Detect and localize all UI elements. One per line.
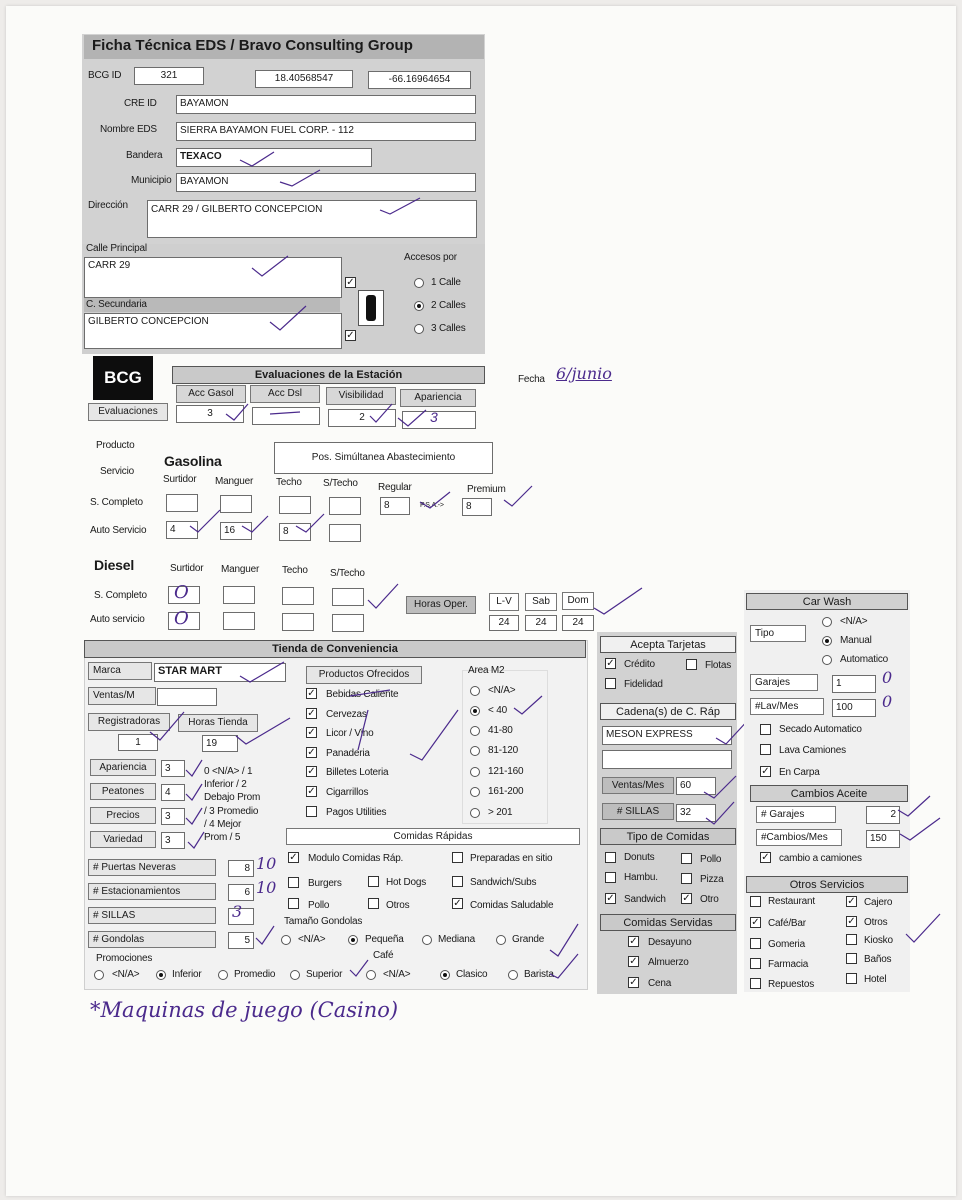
municipio-field[interactable]: BAYAMON (176, 173, 476, 192)
fidelidad-checkbox[interactable] (605, 678, 616, 689)
tamano-gondolas-label: Tamaño Gondolas (284, 916, 363, 927)
calle-secundaria-field[interactable]: GILBERTO CONCEPCION (84, 313, 342, 349)
puertas-neveras-handwritten: 10 (256, 854, 277, 873)
promo-inferior-radio[interactable] (156, 970, 166, 980)
almuerzo-label: Almuerzo (648, 957, 689, 968)
diesel-sc-manguer[interactable] (223, 586, 255, 604)
bebidas-checkbox[interactable]: ✓ (307, 688, 316, 699)
eval-col-acc-dsl: Acc Dsl (250, 385, 320, 403)
hot-dogs-checkbox[interactable] (368, 876, 379, 887)
diesel-col-techo: Techo (282, 565, 308, 576)
calle-principal-field[interactable]: CARR 29 (84, 257, 342, 298)
bebidas-label: Bebidas Caliente (326, 689, 399, 700)
area-161-200-radio[interactable] (470, 787, 480, 797)
cafe-bar-checkbox[interactable]: ✓ (751, 917, 760, 928)
evaluaciones-button[interactable]: Evaluaciones (88, 403, 168, 421)
licor-label: Licor / Vino (326, 728, 374, 739)
comidas-rapidas-title: Comidas Rápidas (286, 828, 580, 845)
cafe-barista-label: Barista (524, 969, 554, 980)
pollo-checkbox[interactable] (288, 898, 299, 909)
carwash-na-radio[interactable] (822, 617, 832, 627)
garajes-field[interactable]: 1 (832, 675, 876, 693)
gomeria-label: Gomeria (768, 939, 805, 950)
restaurant-checkbox[interactable] (750, 896, 761, 907)
calle-secundaria-label: C. Secundaria (86, 299, 147, 310)
pizza-checkbox[interactable] (681, 873, 692, 884)
otros-comidas-checkbox[interactable] (368, 898, 379, 909)
accesos-label: Accesos por (404, 252, 457, 263)
sandwich-subs-label: Sandwich/Subs (470, 877, 537, 888)
legend-line-5: / 4 Mejor (204, 819, 242, 830)
area-41-80-label: 41-80 (488, 725, 513, 736)
accesos-3-label: 3 Calles (431, 323, 466, 334)
page-title: Ficha Técnica EDS / Bravo Consulting Group (84, 35, 484, 59)
peatones-field[interactable]: 4 (161, 784, 185, 801)
carwash-automatico-radio[interactable] (822, 655, 832, 665)
handwritten-comidas-marks (340, 910, 590, 980)
panaderia-checkbox[interactable]: ✓ (307, 747, 316, 758)
producto-label: Producto (96, 440, 135, 451)
pagos-utilities-checkbox[interactable] (306, 806, 317, 817)
cambio-camiones-checkbox[interactable]: ✓ (761, 852, 770, 863)
fecha-handwritten: 6/junio (556, 364, 612, 383)
tipo-comidas-title: Tipo de Comidas (600, 828, 736, 845)
handwritten-horas-mark (590, 580, 650, 620)
evaluaciones-title: Evaluaciones de la Estación (172, 366, 485, 384)
flotas-label: Flotas (705, 660, 732, 671)
diesel-row-autoservicio: Auto servicio (90, 614, 145, 625)
area-81-120-radio[interactable] (470, 746, 480, 756)
modulo-comidas-label: Modulo Comidas Ráp. (308, 853, 404, 864)
registradoras-field[interactable]: 1 (118, 734, 158, 751)
premium-field[interactable]: 8 (462, 498, 492, 516)
cafe-clasico-label: Clasico (456, 969, 488, 980)
peatones-label: Peatones (90, 783, 156, 800)
promo-superior-label: Superior (306, 969, 343, 980)
farmacia-label: Farmacia (768, 959, 809, 970)
handwritten-productos-marks (330, 680, 470, 770)
handwritten-tienda-marks (140, 650, 300, 760)
cafe-label: Café (373, 950, 394, 961)
lava-camiones-label: Lava Camiones (779, 745, 846, 756)
bcg-id-field[interactable]: 321 (134, 67, 204, 85)
otros-comidas-label: Otros (386, 900, 410, 911)
gondolas-label: # Gondolas (88, 931, 216, 948)
bandera-label: Bandera (126, 150, 163, 161)
tipo-pollo-checkbox[interactable] (681, 853, 692, 864)
cre-id-field[interactable]: BAYAMON (176, 95, 476, 114)
estacionamientos-field[interactable]: 6 (228, 884, 254, 901)
handwritten-otros-mark (900, 910, 950, 950)
eval-visibilidad-value[interactable]: 2 (328, 409, 396, 427)
licor-checkbox[interactable]: ✓ (307, 727, 316, 738)
credito-checkbox[interactable]: ✓ (606, 658, 615, 669)
gondolas-field[interactable]: 5 (228, 932, 254, 949)
cambios-mes-field[interactable]: 150 (866, 830, 900, 848)
handwritten-rating-marks (176, 756, 236, 856)
gas-col-surtidor: Surtidor (163, 474, 197, 485)
lav-mes-label: #Lav/Mes (750, 698, 824, 715)
diesel-col-stecho: S/Techo (330, 568, 365, 579)
calle-principal-checkbox[interactable]: ✓ (346, 277, 355, 288)
horas-lv-label: L-V (489, 593, 519, 611)
estacionamientos-handwritten: 10 (256, 878, 277, 897)
garajes-handwritten: 0 (882, 668, 893, 687)
hot-dogs-label: Hot Dogs (386, 877, 427, 888)
cigarrillos-checkbox[interactable]: ✓ (307, 786, 316, 797)
kiosko-label: Kiosko (864, 935, 893, 946)
donuts-checkbox[interactable] (605, 852, 616, 863)
gas-as-techo[interactable]: 8 (279, 523, 311, 541)
fecha-label: Fecha (518, 374, 545, 385)
svg-text:3: 3 (430, 409, 438, 425)
area-gt201-radio[interactable] (470, 808, 480, 818)
hambu-label: Hambu. (624, 872, 658, 883)
eval-col-apariencia: Apariencia (400, 389, 476, 407)
gas-as-manguer[interactable]: 16 (220, 522, 252, 540)
marca-field[interactable]: STAR MART (154, 663, 286, 682)
restaurant-label: Restaurant (768, 896, 815, 907)
gas-row-scompleto: S. Completo (90, 497, 143, 508)
eval-acc-gasol-value[interactable]: 3 (176, 405, 244, 423)
area-gt201-label: > 201 (488, 807, 513, 818)
kiosko-checkbox[interactable] (846, 934, 857, 945)
area-121-160-radio[interactable] (470, 767, 480, 777)
cigarrillos-label: Cigarrillos (326, 787, 369, 798)
promo-na-label: <N/A> (112, 969, 140, 980)
puertas-neveras-field[interactable]: 8 (228, 860, 254, 877)
cena-label: Cena (648, 978, 672, 989)
aceite-garajes-label: # Garajes (756, 806, 836, 823)
promociones-label: Promociones (96, 953, 153, 964)
gomeria-checkbox[interactable] (750, 938, 761, 949)
accesos-1-label: 1 Calle (431, 277, 461, 288)
car-wash-tipo-label: Tipo (750, 625, 806, 642)
eval-col-visibilidad: Visibilidad (326, 387, 396, 405)
cre-id-label: CRE ID (124, 98, 157, 109)
fidelidad-label: Fidelidad (624, 679, 663, 690)
modulo-comidas-checkbox[interactable]: ✓ (289, 852, 298, 863)
tipo-otro-label: Otro (700, 894, 719, 905)
handwritten-note: *Maquinas de juego (Casino) (90, 998, 399, 1022)
horas-tienda-label: Horas Tienda (178, 714, 258, 732)
accesos-1-radio[interactable] (414, 278, 424, 288)
regular-label: Regular (378, 482, 412, 493)
en-carpa-label: En Carpa (779, 767, 820, 778)
area-41-80-radio[interactable] (470, 726, 480, 736)
cadena-field-1[interactable]: MESON EXPRESS (602, 726, 732, 745)
legend-line-4: / 3 Promedio (204, 806, 259, 817)
car-wash-title: Car Wash (746, 593, 908, 610)
productos-title: Productos Ofrecidos (306, 666, 422, 684)
cambio-camiones-label: cambio a camiones (779, 853, 862, 864)
ventas-m-label: Ventas/M (88, 687, 156, 705)
sillas-label: # SILLAS (88, 907, 216, 924)
donuts-label: Donuts (624, 852, 655, 863)
gas-col-stecho: S/Techo (323, 478, 358, 489)
handwritten-eval-marks (220, 390, 480, 430)
psa-label: P.S.A.-> (420, 502, 444, 509)
handwritten-checks-top (230, 140, 460, 220)
diesel-sc-techo[interactable] (282, 587, 314, 605)
gondola-pequena-label: Pequeña (365, 934, 404, 945)
area-lt40-radio[interactable] (470, 706, 480, 716)
legend-line-1: 0 <N/A> / 1 (204, 766, 253, 777)
burgers-checkbox[interactable] (288, 877, 299, 888)
precios-label: Precios (90, 807, 156, 824)
panaderia-label: Panaderia (326, 748, 370, 759)
gondola-grande-label: Grande (512, 934, 545, 945)
horas-dom-field[interactable]: 24 (562, 615, 594, 631)
longitude-field[interactable]: -66.16964654 (368, 71, 471, 89)
eval-col-acc-gasol: Acc Gasol (176, 385, 246, 403)
accesos-3-radio[interactable] (414, 324, 424, 334)
handwritten-gas-marks (180, 480, 540, 550)
hotel-label: Hotel (864, 974, 887, 985)
diesel-as-techo[interactable] (282, 613, 314, 631)
tipo-sandwich-checkbox[interactable]: ✓ (606, 893, 615, 904)
traffic-light-icon (358, 290, 384, 326)
banos-checkbox[interactable] (846, 953, 857, 964)
legend-line-6: Prom / 5 (204, 832, 241, 843)
nombre-eds-label: Nombre EDS (100, 124, 157, 135)
gas-row-autoservicio: Auto Servicio (90, 525, 147, 536)
area-161-200-label: 161-200 (488, 786, 524, 797)
tipo-pollo-label: Pollo (700, 854, 722, 865)
handwritten-checks-streets (240, 250, 350, 340)
cervezas-checkbox[interactable]: ✓ (307, 708, 316, 719)
billetes-checkbox[interactable]: ✓ (307, 766, 316, 777)
area-na-radio[interactable] (470, 686, 480, 696)
promo-na-radio[interactable] (94, 970, 104, 980)
area-81-120-label: 81-120 (488, 745, 518, 756)
hotel-checkbox[interactable] (846, 973, 857, 984)
credito-label: Crédito (624, 659, 655, 670)
diesel-title: Diesel (94, 557, 135, 573)
aceite-garajes-field[interactable]: 2 (866, 806, 900, 824)
horas-sab-label: Sab (525, 593, 557, 611)
promo-promedio-label: Promedio (234, 969, 276, 980)
repuestos-checkbox[interactable] (750, 978, 761, 989)
horas-oper-label: Horas Oper. (406, 596, 476, 614)
pollo-label: Pollo (308, 900, 330, 911)
otros-serv-label: Otros (864, 917, 888, 928)
registradoras-label: Registradoras (88, 713, 170, 731)
banos-label: Baños (864, 954, 892, 965)
diesel-as-manguer[interactable] (223, 612, 255, 630)
burgers-label: Burgers (308, 878, 342, 889)
lav-mes-field[interactable]: 100 (832, 699, 876, 717)
gondola-mediana-label: Mediana (438, 934, 475, 945)
horas-tienda-field[interactable]: 19 (202, 735, 238, 752)
secado-label: Secado Automatico (779, 724, 862, 735)
cena-checkbox[interactable]: ✓ (629, 977, 638, 988)
carwash-na-label: <N/A> (840, 616, 868, 627)
precios-field[interactable]: 3 (161, 808, 185, 825)
gondola-na-radio[interactable] (281, 935, 291, 945)
legend-line-2: Inferior / 2 (204, 779, 247, 790)
tipo-otro-checkbox[interactable]: ✓ (682, 893, 691, 904)
comidas-saludable-checkbox[interactable]: ✓ (453, 898, 462, 909)
pos-simultanea-box: Pos. Simúltanea Abastecimiento (274, 442, 493, 474)
farmacia-checkbox[interactable] (750, 958, 761, 969)
accesos-2-label: 2 Calles (431, 300, 466, 311)
lava-camiones-checkbox[interactable] (760, 744, 771, 755)
handwritten-area-mark (510, 692, 550, 722)
apariencia-label: Apariencia (90, 759, 156, 776)
diesel-as-handwritten: O (174, 608, 189, 629)
gas-col-manguer: Manguer (215, 476, 254, 487)
carwash-manual-label: Manual (840, 635, 872, 646)
pagos-utilities-label: Pagos Utilities (326, 807, 387, 818)
hambu-checkbox[interactable] (605, 872, 616, 883)
gas-as-surtidor[interactable]: 4 (166, 521, 198, 539)
apariencia-field[interactable]: 3 (161, 760, 185, 777)
otros-servicios-title: Otros Servicios (746, 876, 908, 893)
preparadas-label: Preparadas en sitio (470, 853, 553, 864)
horas-sab-field[interactable]: 24 (525, 615, 557, 631)
direccion-field[interactable]: CARR 29 / GILBERTO CONCEPCION (147, 200, 477, 238)
secado-checkbox[interactable] (760, 724, 771, 735)
cafe-bar-label: Café/Bar (768, 918, 806, 929)
repuestos-label: Repuestos (768, 979, 815, 990)
desayuno-label: Desayuno (648, 937, 692, 948)
tienda-title: Tienda de Conveniencia (84, 640, 586, 658)
horas-lv-field[interactable]: 24 (489, 615, 519, 631)
carwash-manual-radio[interactable] (822, 636, 832, 646)
bcg-logo: BCG (93, 356, 153, 400)
sandwich-subs-checkbox[interactable] (452, 876, 463, 887)
variedad-field[interactable]: 3 (161, 832, 185, 849)
diesel-row-scompleto: S. Completo (94, 590, 147, 601)
cambios-aceite-title: Cambios Aceite (750, 785, 908, 802)
flotas-checkbox[interactable] (686, 659, 697, 670)
promo-inferior-label: Inferior (172, 969, 202, 980)
calle-principal-label: Calle Principal (86, 243, 147, 254)
area-121-160-label: 121-160 (488, 766, 524, 777)
area-lt40-label: < 40 (488, 705, 507, 716)
regular-field[interactable]: 8 (380, 497, 410, 515)
area-m2-label: Area M2 (468, 665, 505, 676)
promo-superior-radio[interactable] (290, 970, 300, 980)
cajero-checkbox[interactable]: ✓ (847, 896, 856, 907)
variedad-label: Variedad (90, 831, 156, 848)
en-carpa-checkbox[interactable]: ✓ (761, 766, 770, 777)
premium-label: Premium (467, 484, 506, 495)
handwritten-gondola-mark (252, 922, 282, 952)
estacionamientos-label: # Estacionamientos (88, 883, 216, 900)
puertas-neveras-label: # Puertas Neveras (88, 859, 216, 876)
otros-serv-checkbox[interactable]: ✓ (847, 916, 856, 927)
area-na-label: <N/A> (488, 685, 516, 696)
accesos-2-radio[interactable] (414, 301, 424, 311)
diesel-col-manguer: Manguer (221, 564, 260, 575)
ventas-mes-label: Ventas/Mes (602, 777, 674, 794)
calle-secundaria-checkbox[interactable]: ✓ (346, 330, 355, 341)
garajes-label: Garajes (750, 674, 818, 691)
cambios-mes-label: #Cambios/Mes (756, 829, 842, 846)
cafe-na-label: <N/A> (383, 969, 411, 980)
bcg-id-label: BCG ID (88, 70, 122, 81)
gas-col-techo: Techo (276, 477, 302, 488)
desayuno-checkbox[interactable]: ✓ (629, 936, 638, 947)
almuerzo-checkbox[interactable]: ✓ (629, 956, 638, 967)
legend-line-3: Debajo Prom (204, 792, 261, 803)
tipo-sandwich-label: Sandwich (624, 894, 666, 905)
comidas-saludable-label: Comidas Saludable (470, 900, 554, 911)
cadena-sillas-label: # SILLAS (602, 803, 674, 820)
preparadas-checkbox[interactable] (452, 852, 463, 863)
comidas-servidas-title: Comidas Servidas (600, 914, 736, 931)
marca-label: Marca (88, 662, 152, 680)
diesel-sc-handwritten: O (174, 582, 189, 603)
servicio-label: Servicio (100, 466, 134, 477)
billetes-label: Billetes Loteria (326, 767, 389, 778)
horas-dom-label: Dom (562, 592, 594, 610)
carwash-automatico-label: Automatico (840, 654, 889, 665)
gasolina-title: Gasolina (164, 453, 222, 469)
lav-mes-handwritten: 0 (882, 692, 893, 711)
cadena-title: Cadena(s) de C. Ráp (600, 703, 736, 720)
handwritten-aceite-marks (890, 790, 950, 850)
gondola-na-label: <N/A> (298, 934, 326, 945)
bandera-field[interactable]: TEXACO (176, 148, 372, 167)
cadena-sillas-field[interactable]: 32 (676, 804, 716, 822)
latitude-field[interactable]: 18.40568547 (255, 70, 353, 88)
sillas-handwritten: 3 (232, 902, 243, 921)
diesel-col-surtidor: Surtidor (170, 563, 204, 574)
promo-promedio-radio[interactable] (218, 970, 228, 980)
direccion-label: Dirección (88, 200, 128, 211)
nombre-eds-field[interactable]: SIERRA BAYAMON FUEL CORP. - 112 (176, 122, 476, 141)
acepta-tarjetas-title: Acepta Tarjetas (600, 636, 736, 653)
municipio-label: Municipio (131, 175, 172, 186)
cervezas-label: Cervezas (326, 709, 367, 720)
cajero-label: Cajero (864, 897, 893, 908)
pizza-label: Pizza (700, 874, 724, 885)
ventas-mes-field[interactable]: 60 (676, 777, 716, 795)
